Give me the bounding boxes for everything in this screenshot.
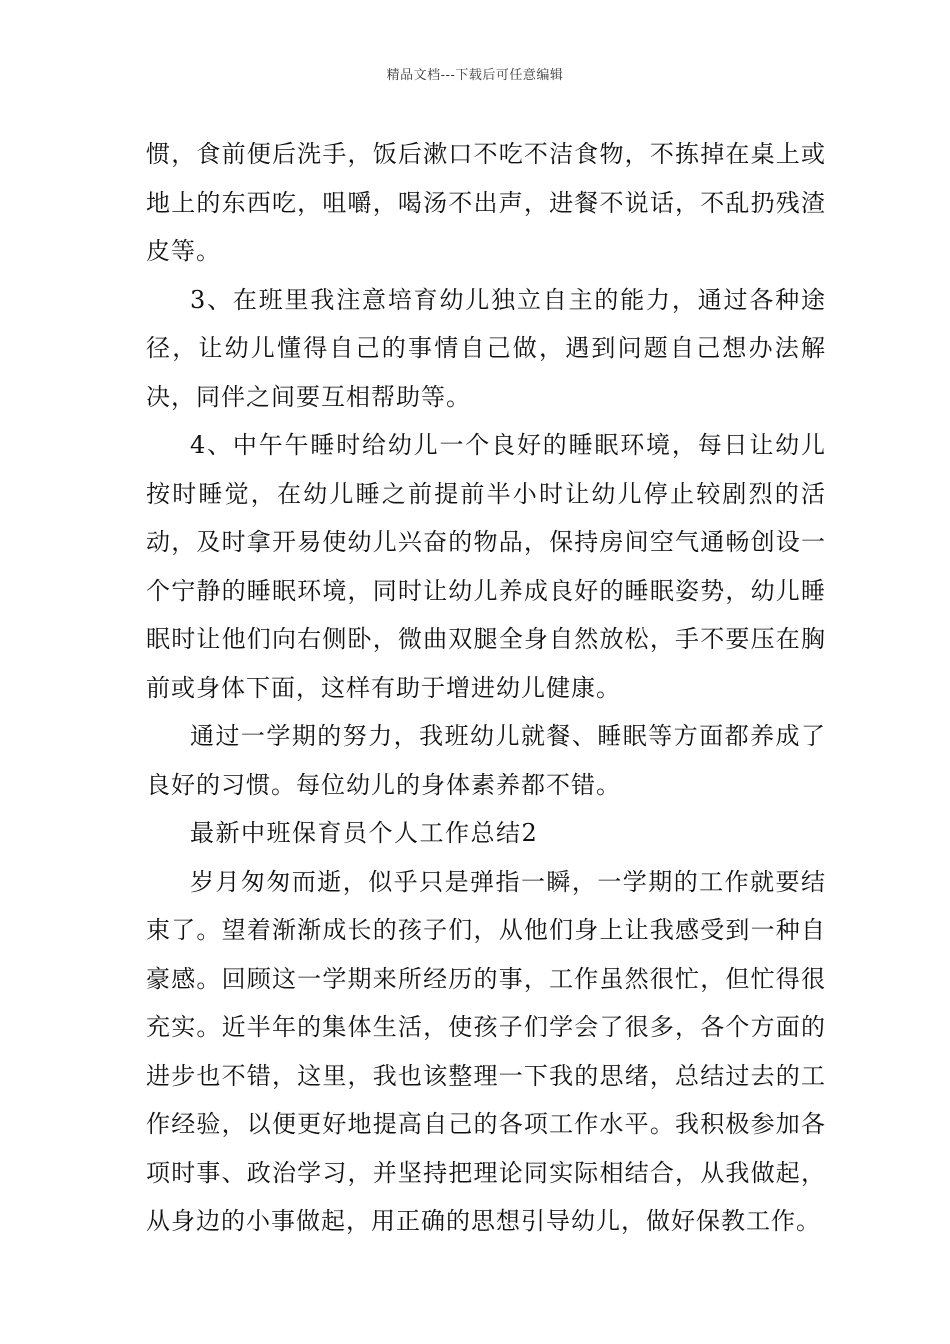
section-heading: 最新中班保育员个人工作总结2 [190,819,539,847]
paragraph-intro: 岁月匆匆而逝，似乎只是弹指一瞬，一学期的工作就要结束了。望着渐渐成长的孩子们，从他们身上让我感受到一种自豪感。回顾这一学期来所经历的事，工作虽然很忙，但忙得很充实。近半年的集体生活，使孩子们学会了很多，各个方面的进步也不错，这里，我也该整理一下我的思绪，总结过去的工作经验，以便更好地提高自己的各项工作水平。我积极参加各项时事、政治学习，并坚持把理论同实际相结合，从我做起，从身边的小事做起，用正确的思想引导幼儿，做好保教工作。 [146,867,826,1235]
paragraph-continuation: 惯，食前便后洗手，饭后漱口不吃不洁食物，不拣掉在桌上或地上的东西吃，咀嚼，喝汤不出声，进餐不说话，不乱扔残渣皮等。 [146,140,826,265]
document-body [146,130,826,1246]
paragraph-item-3: 3、在班里我注意培育幼儿独立自主的能力，通过各种途径，让幼儿懂得自己的事情自己做，遇到问题自己想办法解决，同伴之间要互相帮助等。 [146,285,826,411]
paragraph-summary: 通过一学期的努力，我班幼儿就餐、睡眠等方面都养成了良好的习惯。每位幼儿的身体素养都不错。 [146,722,826,799]
page-header: 精品文档---下载后可任意编辑 [386,68,564,83]
paragraph-item-4: 4、中午午睡时给幼儿一个良好的睡眠环境，每日让幼儿按时睡觉，在幼儿睡之前提前半小时让幼儿停止较剧烈的活动，及时拿开易使幼儿兴奋的物品，保持房间空气通畅创设一个宁静的睡眠环境，同时让幼儿养成良好的睡眠姿势，幼儿睡眠时让他们向右侧卧，微曲双腿全身自然放松，手不要压在胸前或身体下面，这样有助于增进幼儿健康。 [146,431,826,702]
